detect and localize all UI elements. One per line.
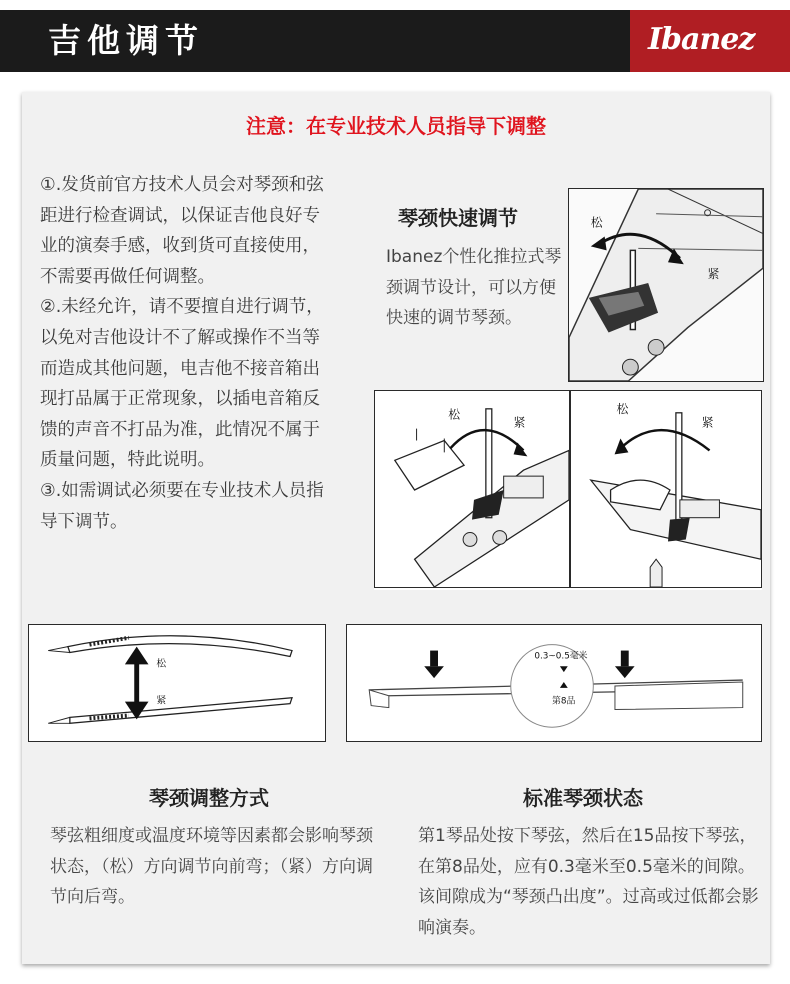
neck-bow-svg (29, 625, 325, 741)
truss-rod-left-svg (375, 391, 569, 587)
intro-paragraph-2: ②.未经允许，请不要擅自进行调节，以免对吉他设计不了解或操作不当等而造成其他问题，电吉他不接音箱出现打品属于正常现象，以插电音箱反馈的声音不打品为准，此情况不属于质量问题，特此说明。 (40, 297, 324, 471)
tight-label-left: 紧 (513, 415, 526, 430)
loose-label-left: 松 (448, 407, 461, 422)
page-header (0, 10, 790, 72)
quick-adjust-title: 琴颈快速调节 (398, 206, 518, 230)
intro-paragraph-1: ①.发货前官方技术人员会对琴颈和弦距进行检查调试，以保证吉他良好专业的演奏手感，收到货可直接使用，不需要再做任何调整。 (40, 175, 324, 287)
intro-paragraph-3: ③.如需调试必须要在专业技术人员指导下调节。 (40, 480, 324, 532)
tight-label: 紧 (707, 267, 720, 282)
standard-neck-text: 第1琴品处按下琴弦，然后在15品按下琴弦，在第8品处，应有0.3毫米至0.5毫米的间隙。该间隙成为“琴颈凸出度”。过高或过低都会影响演奏。 (418, 826, 759, 938)
neck-adjust-illustration (568, 188, 764, 382)
neck-method-title: 琴颈调整方式 (149, 786, 269, 810)
loose-label-right: 松 (616, 401, 629, 416)
quick-adjust-text: Ibanez个性化推拉式琴颈调节设计，可以方便快速的调节琴颈。 (386, 247, 562, 328)
truss-rod-drawings (374, 390, 762, 590)
truss-rod-drawing-right (570, 390, 762, 588)
ibanez-logo (630, 10, 790, 72)
content-panel (22, 92, 770, 964)
neck-bow-diagram (28, 624, 326, 742)
fret-gap-svg (347, 625, 761, 741)
standard-neck-title: 标准琴颈状态 (523, 786, 643, 810)
bow-loose-label: 松 (156, 658, 167, 670)
tight-label-right: 紧 (701, 415, 714, 430)
intro-text (40, 170, 330, 537)
fret-gap-diagram (346, 624, 762, 742)
neck-method-text: 琴弦粗细度或温度环境等因素都会影响琴颈状态，（松）方向调节向前弯；（紧）方向调节向后弯。 (50, 826, 373, 907)
loose-label: 松 (590, 215, 603, 230)
truss-rod-right-svg (571, 391, 761, 587)
gap-label: 0.3~0.5毫米 (534, 651, 588, 662)
brand-name: Ibanez (648, 22, 755, 57)
notice-heading: 注意：在专业技术人员指导下调整 (246, 114, 546, 138)
page-title: 吉他调节 (48, 21, 204, 60)
bow-tight-label: 紧 (156, 695, 167, 707)
neck-adjust-drawing (569, 189, 763, 381)
fret-label: 第8品 (552, 696, 576, 707)
truss-rod-drawing-left (374, 390, 570, 588)
